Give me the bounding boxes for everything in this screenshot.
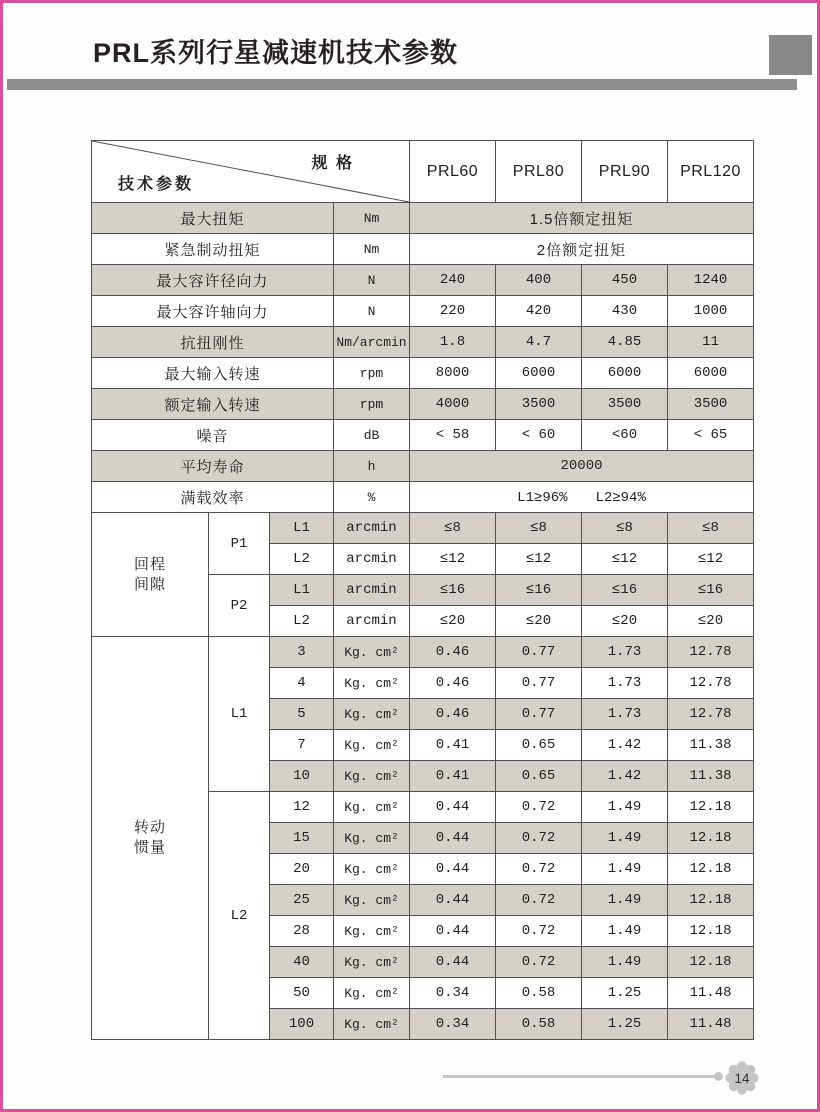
row-unit: Kg. cm² <box>334 823 410 854</box>
cell-value: 0.44 <box>410 885 496 916</box>
efficiency-l1: L1≥96% <box>517 490 568 506</box>
cell-value: < 60 <box>496 420 582 451</box>
cell-value: 0.34 <box>410 1009 496 1040</box>
cell-value: 1.49 <box>582 947 668 978</box>
cell-value: 1.49 <box>582 916 668 947</box>
row-label: 平均寿命 <box>92 451 334 482</box>
ratio-label: 7 <box>270 730 334 761</box>
row-span-value <box>410 482 754 513</box>
grade-label-p1: P1 <box>209 513 270 575</box>
cell-value: ≤16 <box>496 575 582 606</box>
ratio-label: 20 <box>270 854 334 885</box>
row-unit: Kg. cm² <box>334 885 410 916</box>
row-unit: Kg. cm² <box>334 978 410 1009</box>
row-unit: Kg. cm² <box>334 637 410 668</box>
row-span-value: 20000 <box>410 451 754 482</box>
table-row-max-axial-force <box>92 296 754 327</box>
row-label: 最大输入转速 <box>92 358 334 389</box>
stage-label-l1: L1 <box>209 637 270 792</box>
row-unit: dB <box>334 420 410 451</box>
row-unit: Kg. cm² <box>334 761 410 792</box>
corner-label-spec: 规 格 <box>311 155 354 172</box>
ratio-label: 50 <box>270 978 334 1009</box>
cell-value: 1.49 <box>582 823 668 854</box>
row-unit: h <box>334 451 410 482</box>
page-number-gear-icon <box>724 1060 760 1096</box>
ratio-label: 15 <box>270 823 334 854</box>
table-row-torsional-rigidity <box>92 327 754 358</box>
row-unit: arcmin <box>334 513 410 544</box>
cell-value: 1.42 <box>582 730 668 761</box>
cell-value: 11.38 <box>668 730 754 761</box>
cell-value: < 58 <box>410 420 496 451</box>
cell-value: ≤12 <box>582 544 668 575</box>
row-unit: rpm <box>334 389 410 420</box>
row-label: 最大容许轴向力 <box>92 296 334 327</box>
cell-value: 0.77 <box>496 668 582 699</box>
cell-value: 6000 <box>582 358 668 389</box>
footer-rule <box>443 1075 719 1078</box>
cell-value: 0.44 <box>410 916 496 947</box>
table-row-rated-input-speed <box>92 389 754 420</box>
row-label: 最大扭矩 <box>92 203 334 234</box>
cell-value: 430 <box>582 296 668 327</box>
cell-value: ≤20 <box>410 606 496 637</box>
cell-value: 1.49 <box>582 885 668 916</box>
cell-value: 12.18 <box>668 916 754 947</box>
section-label-line: 回程 <box>133 555 166 573</box>
cell-value: 4.7 <box>496 327 582 358</box>
stage-label-l2: L2 <box>209 792 270 1040</box>
cell-value: 1.73 <box>582 668 668 699</box>
row-unit: Kg. cm² <box>334 730 410 761</box>
table-row-max-torque <box>92 203 754 234</box>
cell-value: 0.41 <box>410 761 496 792</box>
level-label: L1 <box>270 575 334 606</box>
ratio-label: 3 <box>270 637 334 668</box>
cell-value: 1.25 <box>582 978 668 1009</box>
cell-value: ≤20 <box>496 606 582 637</box>
cell-value: 6000 <box>668 358 754 389</box>
table-row-max-input-speed <box>92 358 754 389</box>
spec-table <box>91 140 754 1040</box>
section-label-line: 惯量 <box>133 839 166 856</box>
row-unit: Kg. cm² <box>334 916 410 947</box>
cell-value: 12.18 <box>668 823 754 854</box>
cell-value: 0.65 <box>496 761 582 792</box>
ratio-label: 25 <box>270 885 334 916</box>
cell-value: ≤16 <box>668 575 754 606</box>
row-label: 噪音 <box>92 420 334 451</box>
section-label-backlash <box>92 513 209 637</box>
section-label-line: 转动 <box>133 819 166 836</box>
row-unit: Kg. cm² <box>334 947 410 978</box>
cell-value: ≤16 <box>410 575 496 606</box>
cell-value: ≤12 <box>496 544 582 575</box>
row-label: 紧急制动扭矩 <box>92 234 334 265</box>
cell-value: 0.46 <box>410 668 496 699</box>
cell-value: 0.72 <box>496 823 582 854</box>
cell-value: 420 <box>496 296 582 327</box>
cell-value: 0.58 <box>496 1009 582 1040</box>
ratio-label: 12 <box>270 792 334 823</box>
grade-label-p2: P2 <box>209 575 270 637</box>
table-row-emergency-brake-torque <box>92 234 754 265</box>
cell-value: 0.44 <box>410 792 496 823</box>
column-header-prl90: PRL90 <box>582 141 668 203</box>
ratio-label: 40 <box>270 947 334 978</box>
page-number: 14 <box>734 1070 750 1086</box>
cell-value: 220 <box>410 296 496 327</box>
table-row-backlash-p1-l1 <box>92 513 754 544</box>
row-unit: Kg. cm² <box>334 854 410 885</box>
cell-value: 11.38 <box>668 761 754 792</box>
ratio-label: 10 <box>270 761 334 792</box>
cell-value: ≤16 <box>582 575 668 606</box>
cell-value: 11.48 <box>668 978 754 1009</box>
cell-value: 12.78 <box>668 637 754 668</box>
row-unit: arcmin <box>334 606 410 637</box>
page-title: PRL系列行星减速机技术参数 <box>93 38 458 68</box>
cell-value: 0.72 <box>496 885 582 916</box>
cell-value: 1.49 <box>582 854 668 885</box>
row-unit: Nm <box>334 203 410 234</box>
column-header-prl80: PRL80 <box>496 141 582 203</box>
table-row-full-load-efficiency <box>92 482 754 513</box>
table-header-row <box>92 141 754 203</box>
cell-value: <60 <box>582 420 668 451</box>
cell-value: 1.8 <box>410 327 496 358</box>
table-row-max-radial-force <box>92 265 754 296</box>
title-corner-square <box>769 35 812 75</box>
cell-value: 0.65 <box>496 730 582 761</box>
row-unit: N <box>334 265 410 296</box>
cell-value: 0.46 <box>410 699 496 730</box>
ratio-label: 28 <box>270 916 334 947</box>
cell-value: 0.44 <box>410 854 496 885</box>
cell-value: < 65 <box>668 420 754 451</box>
row-unit: arcmin <box>334 575 410 606</box>
ratio-label: 100 <box>270 1009 334 1040</box>
cell-value: 4000 <box>410 389 496 420</box>
cell-value: 11.48 <box>668 1009 754 1040</box>
column-header-prl60: PRL60 <box>410 141 496 203</box>
cell-value: 3500 <box>496 389 582 420</box>
cell-value: 1000 <box>668 296 754 327</box>
cell-value: 1240 <box>668 265 754 296</box>
cell-value: 3500 <box>668 389 754 420</box>
cell-value: 12.18 <box>668 854 754 885</box>
cell-value: 400 <box>496 265 582 296</box>
cell-value: 12.18 <box>668 792 754 823</box>
cell-value: 0.77 <box>496 637 582 668</box>
corner-label-params: 技术参数 <box>118 176 195 193</box>
cell-value: ≤8 <box>496 513 582 544</box>
row-unit: N <box>334 296 410 327</box>
cell-value: 0.46 <box>410 637 496 668</box>
cell-value: 0.72 <box>496 854 582 885</box>
footer-line-dot <box>714 1072 723 1081</box>
cell-value: 4.85 <box>582 327 668 358</box>
row-label: 最大容许径向力 <box>92 265 334 296</box>
cell-value: 1.49 <box>582 792 668 823</box>
cell-value: ≤12 <box>668 544 754 575</box>
cell-value: ≤8 <box>668 513 754 544</box>
cell-value: 1.73 <box>582 699 668 730</box>
row-unit: Kg. cm² <box>334 792 410 823</box>
cell-value: 11 <box>668 327 754 358</box>
row-unit: rpm <box>334 358 410 389</box>
cell-value: 0.44 <box>410 947 496 978</box>
cell-value: 450 <box>582 265 668 296</box>
row-unit: Nm/arcmin <box>334 327 410 358</box>
row-label: 满载效率 <box>92 482 334 513</box>
row-unit: Kg. cm² <box>334 699 410 730</box>
title-underline-bar <box>7 79 797 90</box>
cell-value: 0.72 <box>496 947 582 978</box>
section-label-line: 间隙 <box>133 575 166 593</box>
cell-value: ≤8 <box>582 513 668 544</box>
row-unit: Kg. cm² <box>334 668 410 699</box>
row-label: 额定输入转速 <box>92 389 334 420</box>
level-label: L2 <box>270 606 334 637</box>
cell-value: 0.41 <box>410 730 496 761</box>
level-label: L1 <box>270 513 334 544</box>
table-row-inertia-r3 <box>92 637 754 668</box>
cell-value: 0.72 <box>496 916 582 947</box>
cell-value: 0.77 <box>496 699 582 730</box>
cell-value: 12.78 <box>668 699 754 730</box>
cell-value: 1.42 <box>582 761 668 792</box>
cell-value: 12.18 <box>668 885 754 916</box>
row-unit: Kg. cm² <box>334 1009 410 1040</box>
row-unit: % <box>334 482 410 513</box>
efficiency-l2: L2≥94% <box>595 490 646 506</box>
diagonal-header-cell <box>92 141 410 203</box>
cell-value: 0.44 <box>410 823 496 854</box>
row-unit: Nm <box>334 234 410 265</box>
cell-value: 3500 <box>582 389 668 420</box>
cell-value: ≤20 <box>582 606 668 637</box>
cell-value: 0.34 <box>410 978 496 1009</box>
row-unit: arcmin <box>334 544 410 575</box>
cell-value: 12.18 <box>668 947 754 978</box>
ratio-label: 5 <box>270 699 334 730</box>
cell-value: 1.73 <box>582 637 668 668</box>
cell-value: 6000 <box>496 358 582 389</box>
cell-value: 240 <box>410 265 496 296</box>
ratio-label: 4 <box>270 668 334 699</box>
cell-value: ≤8 <box>410 513 496 544</box>
cell-value: ≤12 <box>410 544 496 575</box>
cell-value: 12.78 <box>668 668 754 699</box>
row-label: 抗扭刚性 <box>92 327 334 358</box>
cell-value: 0.72 <box>496 792 582 823</box>
column-header-prl120: PRL120 <box>668 141 754 203</box>
section-label-inertia <box>92 637 209 1040</box>
cell-value: 1.25 <box>582 1009 668 1040</box>
cell-value: 8000 <box>410 358 496 389</box>
row-span-value: 1.5倍额定扭矩 <box>410 203 754 234</box>
level-label: L2 <box>270 544 334 575</box>
row-span-value: 2倍额定扭矩 <box>410 234 754 265</box>
table-row-average-life <box>92 451 754 482</box>
table-row-noise <box>92 420 754 451</box>
cell-value: 0.58 <box>496 978 582 1009</box>
cell-value: ≤20 <box>668 606 754 637</box>
